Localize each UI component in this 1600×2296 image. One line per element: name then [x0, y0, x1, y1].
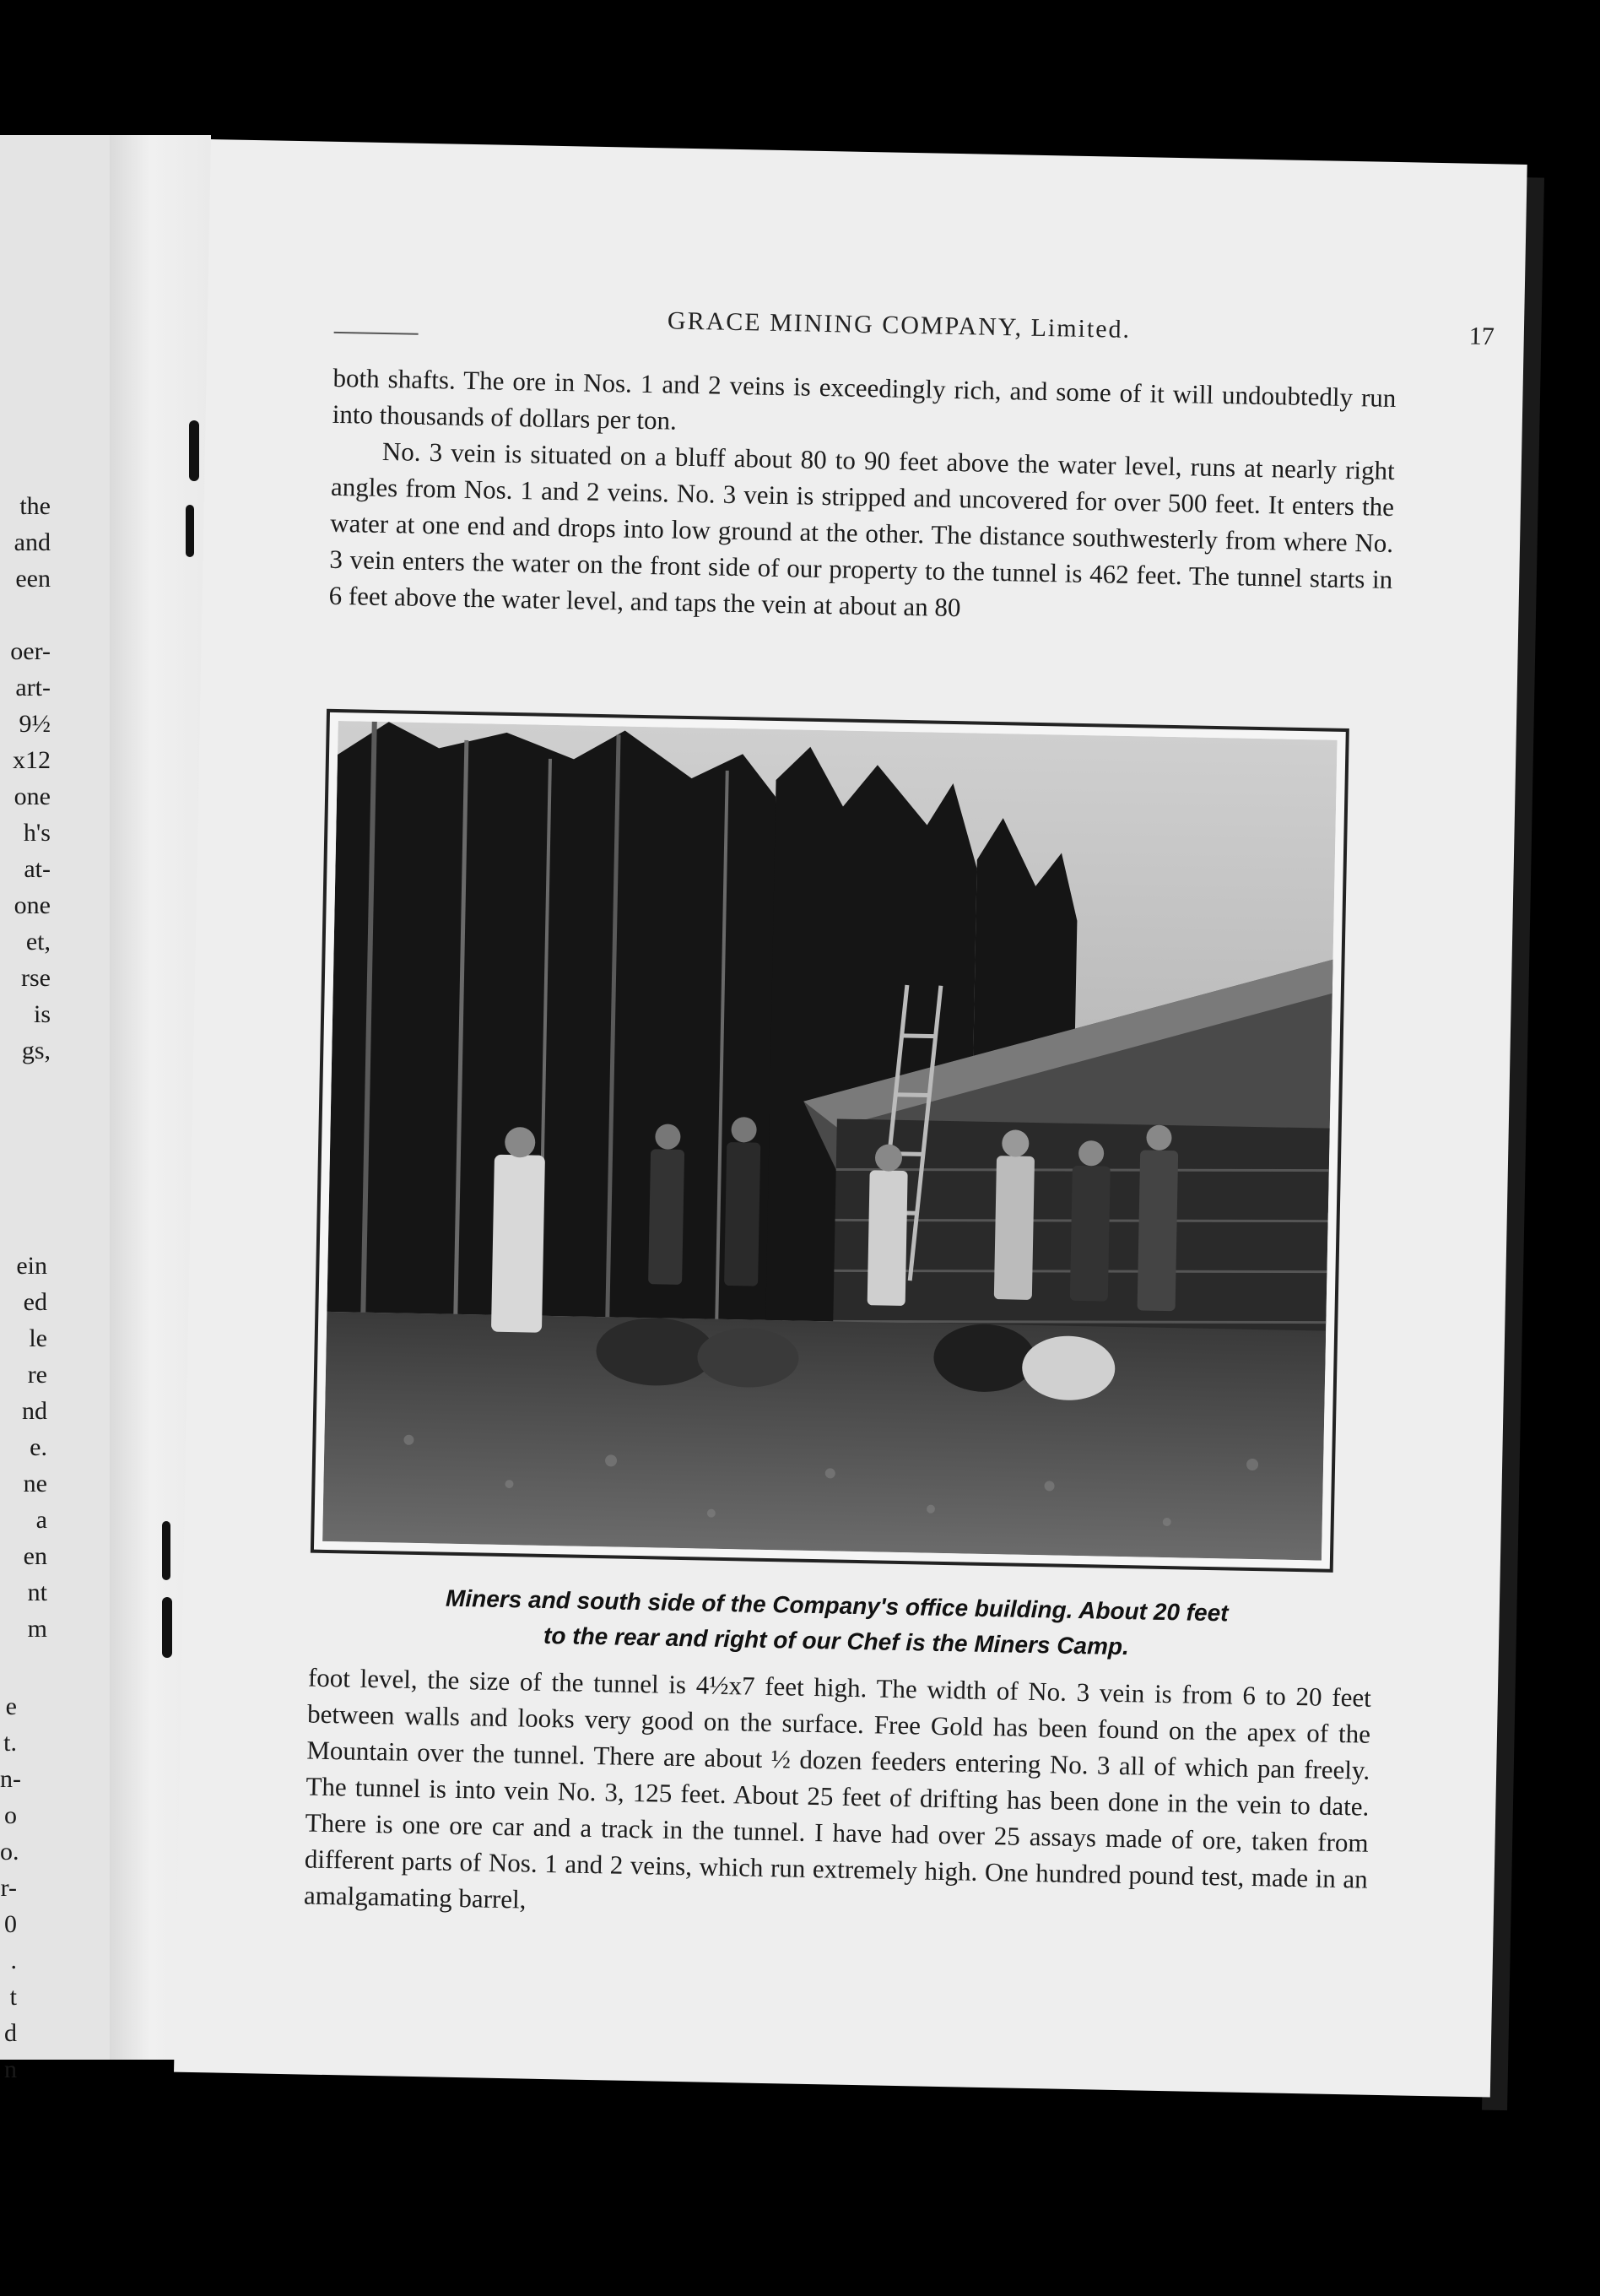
left-fragment-line: o — [4, 1801, 17, 1829]
left-fragment-line: t. — [3, 1729, 17, 1757]
left-fragment-line: t — [9, 1983, 17, 2011]
left-fragment-line: is — [33, 1000, 51, 1028]
left-fragment-line: m — [27, 1615, 47, 1643]
left-fragment-line: r- — [0, 1874, 17, 1902]
paragraph: foot level, the size of the tunnel is 4½x7 feet high. The width of No. 3 vein is from 6 to 20 feet between walls and looks very good on the surface. Free Gold has been found on the apex of the Mountain over the tunnel. There are about ½ dozen feeders entering No. 3 all of which pan freely. The tunnel is into vein No. 3, 125 feet. About 25 feet of drifting has been done in the vein to date. There is one ore car and a track in the tunnel. I have had over 25 assays made of ore, taken from different parts of Nos. 1 and 2 veins, which run extremely high. One hundred pound test, made in an amalgamating barrel, — [303, 1662, 1372, 1914]
left-fragment-line: h's — [23, 819, 51, 847]
header-title: GRACE MINING COMPANY, Limited. — [667, 306, 1132, 344]
left-fragment-line: one — [14, 782, 51, 810]
left-fragment-line — [0, 597, 101, 633]
left-fragment-line: . — [10, 1947, 17, 1974]
left-fragment-line: et, — [25, 928, 51, 956]
binding-mark — [162, 1597, 172, 1658]
left-fragment-line: 0 — [4, 1910, 17, 1938]
page-number: 17 — [1468, 322, 1495, 351]
running-header — [334, 301, 1495, 351]
left-fragment-line: one — [14, 891, 51, 919]
left-fragment-line: art- — [15, 674, 51, 701]
body-text-top — [328, 360, 1397, 634]
left-fragment-line: d — [4, 2019, 17, 2047]
left-fragment-line: nt — [27, 1578, 47, 1606]
left-fragment-line: o. — [0, 1838, 19, 1866]
left-fragment-line: a — [35, 1506, 47, 1534]
left-fragment-line: en — [23, 1542, 47, 1570]
binding-mark — [189, 420, 199, 481]
left-fragment-line: re — [27, 1361, 47, 1389]
left-page-fragment — [0, 135, 110, 2083]
left-fragment-line: een — [15, 565, 51, 593]
photo-frame — [311, 709, 1349, 1573]
paragraph: both shafts. The ore in Nos. 1 and 2 veins is exceedingly rich, and some of it will undoubtedly run into thousands of dollars per ton. — [332, 362, 1397, 436]
binding-mark — [162, 1521, 170, 1580]
left-page-text-middle — [0, 1248, 101, 1647]
left-fragment-line: gs, — [21, 1037, 51, 1064]
left-fragment-line: e. — [30, 1433, 47, 1461]
left-fragment-line: e — [5, 1692, 17, 1720]
left-page-text-bottom — [0, 1688, 101, 2088]
left-fragment-line: ed — [23, 1288, 47, 1316]
caption-line: Miners and south side of the Company's office building. About 20 feet — [445, 1584, 1229, 1627]
miners-camp-photo — [322, 721, 1337, 1561]
left-fragment-line: the — [19, 492, 51, 520]
left-page-text-top — [0, 488, 101, 1069]
photo-caption — [309, 1578, 1365, 1670]
left-fragment-line: oer- — [10, 637, 51, 665]
left-fragment-line: and — [14, 528, 51, 556]
caption-line: to the rear and right of our Chef is the Miners Camp. — [543, 1622, 1130, 1660]
left-fragment-line: ein — [16, 1252, 47, 1280]
header-rule — [334, 332, 419, 335]
paragraph: No. 3 vein is situated on a bluff about 80 to 90 feet above the water level, runs at nearly right angles from Nos. 1 and 2 veins. No. 3 vein is stripped and uncovered for over 500 feet. It enters the water at one end and drops into low ground at the other. The distance southwesterly from where No. 3 vein enters the water on the front side of our property to the tunnel is 462 feet. The tunnel starts in 6 feet above the water level, and taps the vein at about an 80 — [328, 436, 1396, 623]
left-fragment-line: 9½ — [19, 710, 51, 738]
binding-mark — [186, 505, 194, 557]
body-text-bottom — [304, 1660, 1372, 1934]
left-fragment-line: n- — [0, 1765, 21, 1793]
left-fragment-line: rse — [21, 964, 51, 992]
left-fragment-line: nd — [22, 1397, 47, 1425]
left-fragment-line: ne — [23, 1470, 47, 1497]
photo-ground — [322, 1312, 1326, 1561]
left-fragment-line: at- — [24, 855, 51, 883]
left-fragment-line: n — [4, 2055, 17, 2083]
left-fragment-line: le — [29, 1324, 47, 1352]
left-fragment-line: x12 — [13, 746, 51, 774]
book-page — [174, 139, 1527, 2098]
